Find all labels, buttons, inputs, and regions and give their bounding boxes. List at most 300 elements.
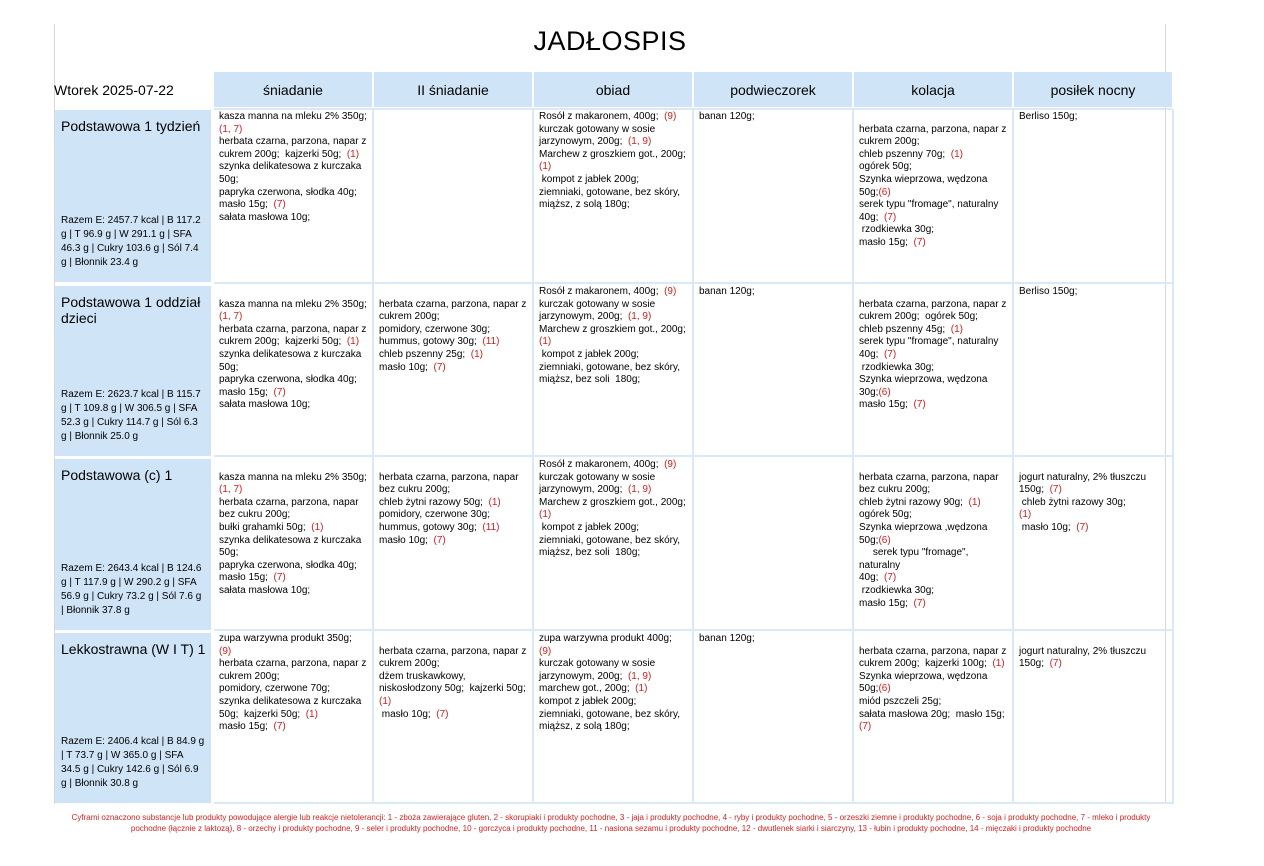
- allergen-code: (7): [433, 361, 446, 373]
- menu-item-line: [859, 572, 1008, 585]
- meal-header: obiad: [534, 72, 692, 107]
- menu-item-text: niskosłodzony 50g; kajzerki 50g;: [379, 683, 526, 695]
- menu-item-text: kurczak gotowany w sosie: [539, 123, 656, 135]
- menu-item-text: Rosół z makaronem, 400g;: [539, 111, 665, 122]
- allergen-code: (1, 9): [627, 484, 652, 496]
- menu-item-line: [219, 124, 368, 137]
- menu-item-text: ziemniaki, gotowane, bez skóry,: [539, 534, 680, 546]
- menu-item-line: [379, 633, 528, 646]
- menu-item-text: ziemniaki, gotowane, bez skóry,: [539, 708, 680, 720]
- menu-item-text: cukrem 200g; ogórek 50g;: [859, 311, 978, 323]
- allergen-code: (1): [305, 708, 318, 720]
- menu-item-text: dżem truskawkowy,: [379, 670, 466, 682]
- menu-item-text: szynka delikatesowa z kurczaka: [219, 161, 362, 173]
- menu-item-line: [539, 336, 688, 349]
- menu-item-line: [1019, 658, 1168, 671]
- allergen-code: (9): [664, 111, 677, 122]
- menu-item-line: [1019, 459, 1168, 472]
- menu-item-line: [219, 696, 368, 709]
- menu-item-line: [859, 671, 1008, 696]
- allergen-code: (7): [273, 386, 286, 398]
- menu-item-line: [859, 136, 1008, 149]
- menu-item-text: miąższ, bez soli 180g;: [539, 547, 641, 559]
- allergen-code: (7): [433, 534, 446, 546]
- menu-item-line: [859, 459, 1008, 472]
- menu-item-line: [1019, 484, 1168, 497]
- menu-item-text: kompot z jabłek 200g;: [539, 695, 637, 707]
- menu-item-text: sałata masłowa 10g;: [219, 211, 311, 223]
- menu-item-text: masło 10g;: [379, 708, 437, 720]
- menu-item-text: sałata masłowa 10g;: [219, 584, 311, 596]
- menu-item-text: pomidory, czerwone 70g;: [219, 683, 330, 695]
- menu-item-line: [539, 299, 688, 312]
- menu-item-line: [219, 212, 368, 225]
- menu-item-text: herbata czarna, parzona, napar z: [859, 123, 1007, 135]
- menu-item-line: [859, 633, 1008, 646]
- menu-item-text: masło 15g;: [219, 721, 274, 733]
- menu-item-text: chleb żytni razowy 50g;: [379, 496, 489, 508]
- menu-item-text: Rosół z makaronem, 400g;: [539, 286, 665, 297]
- menu-item-text: herbata czarna, parzona, napar z: [219, 658, 367, 670]
- menu-item-line: [219, 484, 368, 497]
- meal-cell: [694, 284, 854, 457]
- menu-item-line: [219, 349, 368, 362]
- allergen-code: (9): [219, 645, 232, 657]
- menu-item-text: kompot z jabłek 200g;: [539, 173, 640, 185]
- menu-item-text: kompot z jabłek 200g;: [539, 348, 640, 360]
- diet-name: Lekkostrawna (W I T) 1: [61, 641, 206, 657]
- allergen-code: (1): [635, 683, 648, 695]
- menu-item-text: kasza manna na mleku 2% 350g;: [219, 471, 367, 483]
- allergen-code: (1, 7): [219, 484, 243, 496]
- menu-item-text: bez cukru 200g;: [219, 509, 291, 521]
- allergen-code: (1): [950, 148, 963, 160]
- menu-item-line: [539, 721, 688, 734]
- menu-item-text: Berliso 150g;: [1019, 111, 1078, 122]
- menu-item-line: [539, 658, 688, 671]
- menu-item-line: [219, 362, 368, 375]
- menu-item-text: 50g;: [219, 547, 239, 559]
- menu-item-text: hummus, gotowy 30g;: [379, 336, 483, 348]
- allergen-code: (1): [539, 509, 552, 521]
- menu-item-text: szynka delikatesowa z kurczaka: [219, 534, 362, 546]
- menu-item-line: [859, 598, 1008, 611]
- menu-item-text: sałata masłowa 10g;: [219, 399, 311, 411]
- menu-item-line: [379, 324, 528, 337]
- diet-nutrition-summary: Razem E: 2457.7 kcal | B 117.2 g | T 96.9 g | W 291.1 g | SFA 46.3 g | Cukry 103.6 g | Sól 7.4 g | Błonnik 23.4 g: [61, 215, 201, 268]
- allergen-code: (1): [470, 348, 483, 360]
- menu-item-line: [379, 459, 528, 472]
- menu-item-line: [379, 497, 528, 510]
- menu-item-line: [1019, 522, 1168, 535]
- meal-cell: [214, 631, 374, 804]
- meal-cell: [374, 109, 534, 284]
- menu-item-text: Marchew z groszkiem got., 200g;: [539, 496, 686, 508]
- menu-item-text: 50g;: [219, 173, 239, 185]
- menu-item-line: [379, 709, 528, 722]
- menu-item-line: [219, 336, 368, 349]
- menu-item-line: [859, 286, 1008, 299]
- menu-item-text: cukrem 200g;: [379, 658, 440, 670]
- menu-item-line: [539, 671, 688, 684]
- menu-item-line: [859, 299, 1008, 312]
- meal-cell: [694, 631, 854, 804]
- meal-cell: [374, 284, 534, 457]
- menu-item-line: [379, 349, 528, 362]
- menu-item-line: [859, 399, 1008, 412]
- menu-item-line: [539, 111, 688, 124]
- allergen-code: (6): [878, 534, 891, 546]
- menu-item-text: marchew got., 200g;: [539, 683, 636, 695]
- meal-cell: [854, 109, 1014, 284]
- menu-item-text: Rosół z makaronem, 400g;: [539, 459, 665, 470]
- menu-item-line: [539, 136, 688, 149]
- menu-item-text: pomidory, czerwone 30g;: [379, 509, 490, 521]
- menu-item-line: [1019, 633, 1168, 646]
- menu-item-text: Marchew z groszkiem got., 200g;: [539, 323, 686, 335]
- menu-item-line: [219, 683, 368, 696]
- menu-item-line: [539, 374, 688, 387]
- menu-item-text: serek typu "fromage", naturalny: [859, 336, 999, 348]
- allergen-code: (1): [950, 323, 963, 335]
- menu-item-text: bułki grahamki 50g;: [219, 521, 312, 533]
- menu-item-line: [219, 161, 368, 174]
- menu-item-text: cukrem 200g;: [219, 670, 280, 682]
- menu-item-text: 40g;: [859, 572, 885, 584]
- menu-item-line: [219, 311, 368, 324]
- menu-item-text: cukrem 200g; kajzerki 100g;: [859, 658, 993, 670]
- menu-item-line: [859, 585, 1008, 598]
- diet-name: Podstawowa 1 oddział dzieci: [61, 294, 201, 326]
- menu-item-line: [539, 535, 688, 548]
- menu-item-line: [539, 349, 688, 362]
- menu-item-text: chleb żytni razowy 90g;: [859, 496, 969, 508]
- menu-item-text: cukrem 200g; kajzerki 50g;: [219, 148, 347, 160]
- menu-item-line: [859, 149, 1008, 162]
- menu-item-text: herbata czarna, parzona, napar: [859, 471, 999, 483]
- menu-item-line: [539, 362, 688, 375]
- menu-item-text: masło 10g;: [379, 534, 434, 546]
- menu-item-line: [539, 174, 688, 187]
- menu-item-text: 50g;: [219, 361, 239, 373]
- meal-header: II śniadanie: [374, 72, 532, 107]
- menu-item-text: papryka czerwona, słodka 40g;: [219, 374, 357, 386]
- menu-item-line: [859, 174, 1008, 199]
- menu-item-line: [859, 237, 1008, 250]
- meal-cell: [1014, 457, 1174, 631]
- menu-item-text: pomidory, czerwone 30g;: [379, 323, 490, 335]
- menu-item-text: zupa warzywna produkt 400g;: [539, 633, 678, 644]
- menu-item-text: jogurt naturalny, 2% tłuszczu: [1019, 471, 1147, 483]
- menu-item-text: ogórek 50g;: [859, 509, 912, 521]
- menu-item-line: [379, 658, 528, 671]
- menu-item-text: Szynka wieprzowa, wędzona 50g;: [859, 670, 991, 695]
- allergen-code: (1): [488, 496, 501, 508]
- menu-item-text: kurczak gotowany w sosie: [539, 471, 656, 483]
- menu-item-text: 150g;: [1019, 484, 1050, 496]
- allergen-code: (7): [859, 721, 872, 733]
- menu-item-text: szynka delikatesowa z kurczaka: [219, 695, 362, 707]
- menu-item-text: serek typu "fromage", naturalny: [859, 547, 972, 571]
- meal-cell: [534, 631, 694, 804]
- menu-item-line: [539, 696, 688, 709]
- menu-item-line: [859, 484, 1008, 497]
- menu-item-text: cukrem 200g;: [379, 311, 440, 323]
- menu-item-line: [1019, 646, 1168, 659]
- menu-item-text: 150g;: [1019, 658, 1050, 670]
- menu-item-text: 40g;: [859, 211, 885, 223]
- menu-item-text: Marchew z groszkiem got., 200g;: [539, 148, 686, 160]
- menu-item-line: [219, 509, 368, 522]
- menu-item-text: herbata czarna, parzona, napar z: [859, 298, 1007, 310]
- menu-item-line: [219, 535, 368, 548]
- menu-item-line: [539, 683, 688, 696]
- allergen-code: (1): [968, 496, 981, 508]
- menu-item-text: ogórek 50g;: [859, 161, 912, 173]
- menu-item-text: miąższ, z solą 180g;: [539, 721, 630, 733]
- menu-item-line: [859, 349, 1008, 362]
- allergen-code: (1): [346, 148, 360, 160]
- menu-item-text: zupa warzywna produkt 350g;: [219, 633, 358, 644]
- allergen-code: (9): [664, 286, 677, 297]
- menu-item-line: [219, 522, 368, 535]
- allergen-code: (7): [884, 348, 897, 360]
- menu-item-text: banan 120g;: [699, 111, 755, 122]
- menu-item-line: [859, 124, 1008, 137]
- allergen-code: (1): [311, 521, 324, 533]
- menu-item-line: [219, 199, 368, 212]
- allergen-code: (7): [913, 399, 926, 411]
- menu-item-line: [219, 111, 368, 124]
- menu-item-text: papryka czerwona, słodka 40g;: [219, 186, 357, 198]
- menu-item-text: masło 15g;: [219, 572, 274, 584]
- menu-item-line: [1019, 111, 1168, 124]
- menu-item-text: jarzynowym, 200g;: [539, 484, 628, 496]
- menu-item-line: [219, 547, 368, 560]
- menu-item-text: masło 15g;: [219, 386, 274, 398]
- menu-item-line: [379, 362, 528, 375]
- menu-date: Wtorek 2025-07-22: [54, 82, 174, 98]
- allergen-code: (1, 9): [627, 136, 652, 148]
- menu-item-line: [219, 299, 368, 312]
- menu-item-text: kurczak gotowany w sosie: [539, 298, 656, 310]
- meal-cell: [214, 109, 374, 284]
- menu-item-text: jarzynowym, 200g;: [539, 136, 628, 148]
- menu-item-line: [699, 633, 848, 646]
- diet-row-header: [55, 459, 211, 630]
- menu-item-line: [219, 187, 368, 200]
- menu-item-text: jarzynowym, 200g;: [539, 670, 628, 682]
- menu-item-text: 40g;: [859, 348, 885, 360]
- menu-item-line: [539, 311, 688, 324]
- allergen-code: (7): [1076, 521, 1089, 533]
- menu-item-text: kasza manna na mleku 2% 350g;: [219, 111, 370, 122]
- menu-item-text: Berliso 150g;: [1019, 286, 1078, 297]
- meal-cell: [374, 631, 534, 804]
- allergen-code: (1): [539, 336, 552, 348]
- menu-item-line: [859, 522, 1008, 547]
- menu-item-text: herbata czarna, parzona, napar: [219, 496, 359, 508]
- meal-cell: [214, 457, 374, 631]
- menu-item-line: [859, 336, 1008, 349]
- menu-item-line: [859, 374, 1008, 399]
- menu-item-text: kasza manna na mleku 2% 350g;: [219, 298, 367, 310]
- diet-nutrition-summary: Razem E: 2643.4 kcal | B 124.6 g | T 117.9 g | W 290.2 g | SFA 56.9 g | Cukry 73.2 g | Sól 7.6 g | Błonnik 37.8 g: [61, 563, 202, 616]
- menu-item-line: [539, 522, 688, 535]
- allergen-code: (1, 9): [627, 311, 652, 323]
- menu-item-text: chleb pszenny 25g;: [379, 348, 471, 360]
- menu-item-line: [219, 136, 368, 149]
- menu-item-line: [379, 522, 528, 535]
- menu-item-line: [859, 161, 1008, 174]
- menu-item-text: masło 15g;: [859, 236, 914, 248]
- menu-item-text: chleb pszenny 45g;: [859, 323, 951, 335]
- meal-cell: [854, 457, 1014, 631]
- allergen-code: (7): [884, 572, 897, 584]
- menu-item-line: [1019, 509, 1168, 522]
- menu-item-line: [219, 585, 368, 598]
- page-title: JADŁOSPIS: [533, 26, 687, 56]
- menu-item-line: [219, 497, 368, 510]
- menu-item-line: [379, 472, 528, 485]
- allergen-code: (7): [273, 199, 286, 211]
- meal-cell: [534, 109, 694, 284]
- menu-item-text: kurczak gotowany w sosie: [539, 658, 656, 670]
- menu-item-line: [859, 111, 1008, 124]
- menu-item-line: [1019, 286, 1168, 299]
- menu-item-line: [219, 721, 368, 734]
- menu-item-line: [859, 646, 1008, 659]
- menu-item-text: Szynka wieprzowa, wędzona 30g;: [859, 374, 991, 398]
- menu-item-text: banan 120g;: [699, 633, 755, 644]
- menu-item-text: herbata czarna, parzona, napar z: [379, 645, 527, 657]
- menu-item-line: [539, 324, 688, 337]
- menu-item-text: miąższ, bez soli 180g;: [539, 374, 641, 386]
- allergen-code: (6): [878, 186, 891, 198]
- allergen-code: (9): [664, 459, 677, 470]
- menu-item-line: [219, 572, 368, 585]
- allergen-code: (7): [273, 572, 286, 584]
- menu-item-text: papryka czerwona, słodka 40g;: [219, 559, 357, 571]
- menu-item-line: [379, 336, 528, 349]
- diet-row-header: [55, 286, 211, 456]
- menu-item-line: [219, 633, 368, 658]
- menu-item-text: herbata czarna, parzona, napar z: [379, 298, 527, 310]
- menu-item-line: [539, 124, 688, 137]
- menu-item-text: herbata czarna, parzona, napar z: [859, 645, 1007, 657]
- allergen-code: (7): [913, 597, 926, 609]
- meal-header: kolacja: [854, 72, 1012, 107]
- menu-item-line: [859, 696, 1008, 709]
- menu-item-line: [219, 174, 368, 187]
- menu-item-line: [539, 497, 688, 510]
- menu-item-line: [539, 709, 688, 722]
- menu-item-line: [219, 374, 368, 387]
- meal-cell: [854, 284, 1014, 457]
- menu-item-line: [859, 509, 1008, 522]
- menu-item-text: ziemniaki, gotowane, bez skóry,: [539, 361, 680, 373]
- allergen-code: (1, 7): [219, 311, 243, 323]
- menu-item-line: [219, 399, 368, 412]
- meal-cell: [374, 457, 534, 631]
- meal-header: podwieczorek: [694, 72, 852, 107]
- diet-name: Podstawowa (c) 1: [61, 467, 173, 483]
- menu-item-text: rzodkiewka 30g;: [859, 361, 935, 373]
- menu-item-line: [699, 286, 848, 299]
- menu-item-line: [539, 509, 688, 522]
- menu-item-text: rzodkiewka 30g;: [859, 584, 935, 596]
- menu-item-text: miód pszczeli 25g;: [859, 695, 942, 707]
- meal-cell: [1014, 284, 1174, 457]
- menu-item-text: chleb pszenny 70g;: [859, 148, 951, 160]
- menu-item-line: [379, 535, 528, 548]
- menu-item-text: hummus, gotowy 30g;: [379, 521, 483, 533]
- diet-name: Podstawowa 1 tydzień: [61, 118, 201, 134]
- allergen-code: (1): [379, 695, 392, 707]
- meal-header: śniadanie: [214, 72, 372, 107]
- menu-item-line: [539, 633, 688, 658]
- menu-item-line: [219, 149, 368, 162]
- menu-item-text: masło 15g;: [859, 597, 914, 609]
- menu-item-line: [859, 472, 1008, 485]
- meal-cell: [694, 109, 854, 284]
- menu-item-line: [859, 547, 1008, 572]
- menu-item-text: rzodkiewka 30g;: [859, 224, 935, 236]
- allergen-code: (6): [878, 683, 891, 695]
- allergen-code: (1): [346, 336, 360, 348]
- allergen-code: (6): [878, 386, 891, 398]
- allergen-code: (1): [539, 161, 552, 173]
- diet-row-header: [55, 110, 211, 282]
- menu-item-line: [219, 658, 368, 671]
- allergen-code: (7): [884, 211, 897, 223]
- menu-item-text: cukrem 200g;: [859, 136, 920, 148]
- meal-cell: [534, 284, 694, 457]
- menu-item-line: [1019, 472, 1168, 485]
- menu-item-text: bez cukru 200g;: [379, 484, 451, 496]
- menu-item-text: chleb żytni razowy 30g;: [1019, 496, 1126, 508]
- menu-item-line: [219, 286, 368, 299]
- menu-item-line: [379, 646, 528, 659]
- menu-item-line: [379, 286, 528, 299]
- menu-item-line: [1019, 497, 1168, 510]
- menu-item-line: [539, 199, 688, 212]
- menu-item-text: ziemniaki, gotowane, bez skóry,: [539, 186, 680, 198]
- meal-cell: [214, 284, 374, 457]
- meal-header: posiłek nocny: [1014, 72, 1172, 107]
- diet-nutrition-summary: Razem E: 2623.7 kcal | B 115.7 g | T 109.8 g | W 306.5 g | SFA 52.3 g | Cukry 114.7 g | Sól 6.3 g | Błonnik 25.0 g: [61, 389, 201, 442]
- menu-item-line: [379, 683, 528, 696]
- menu-item-line: [539, 472, 688, 485]
- menu-item-text: herbata czarna, parzona, napar z: [219, 323, 367, 335]
- allergen-code: (7): [1049, 484, 1062, 496]
- menu-item-line: [859, 224, 1008, 237]
- menu-item-text: 50g; kajzerki 50g;: [219, 708, 306, 720]
- menu-item-text: masło 10g;: [379, 361, 434, 373]
- menu-item-text: banan 120g;: [699, 286, 755, 297]
- menu-item-text: bez cukru 200g;: [859, 484, 931, 496]
- meal-cell: [694, 457, 854, 631]
- menu-item-line: [539, 547, 688, 560]
- meal-cell: [1014, 109, 1174, 284]
- allergen-code: (1): [1019, 509, 1032, 521]
- allergen-code: (9): [539, 645, 552, 657]
- menu-item-text: miąższ, z solą 180g;: [539, 199, 630, 211]
- menu-item-text: sałata masłowa 20g; masło 15g;: [859, 708, 1005, 720]
- menu-item-line: [379, 311, 528, 324]
- allergen-footnote: Cyframi oznaczono substancje lub produkty powodujące alergie lub reakcje nietolerancji: 1 - zboża zawierające gluten, 2 - skorupiaki i produkty pochodne, 3 - jaja i produkty pochodne, 4 - ryby i produkty pochodne, 5 - orzeszki ziemne i produkty pochodne, 6 - soja i produkty pochodne, 7 - mleko i produkty pochodne (łącznie z laktozą), 8 - orzechy i produkty pochodne, 9 - seler i produkty pochodne, 10 - gorczyca i produkty pochodne, 11 - nasiona sezamu i produkty pochodne, 12 - dwutlenek siarki i siarczyny, 13 - łubin i produkty pochodne, 14 - mięczaki i produkty pochodne: [71, 813, 1151, 833]
- menu-item-line: [219, 459, 368, 472]
